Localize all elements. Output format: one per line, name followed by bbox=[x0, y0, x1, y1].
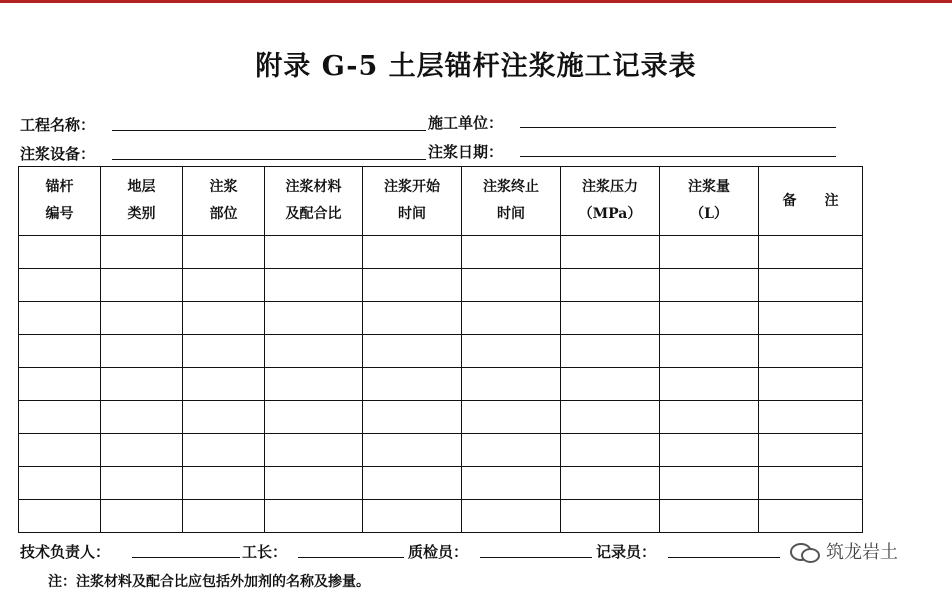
table-cell[interactable] bbox=[759, 335, 863, 368]
table-cell[interactable] bbox=[462, 434, 561, 467]
table-cell[interactable] bbox=[561, 368, 660, 401]
table-cell[interactable] bbox=[462, 269, 561, 302]
table-cell[interactable] bbox=[101, 236, 183, 269]
table-cell[interactable] bbox=[660, 368, 759, 401]
table-cell[interactable] bbox=[462, 401, 561, 434]
table-body bbox=[19, 236, 863, 533]
table-cell[interactable] bbox=[363, 500, 462, 533]
construction-unit-label: 施工单位： bbox=[428, 114, 504, 132]
table-cell[interactable] bbox=[660, 500, 759, 533]
header-cell bbox=[101, 167, 183, 236]
header-cell-line: （L） bbox=[690, 206, 728, 222]
table-cell[interactable] bbox=[363, 434, 462, 467]
tech-lead-blank[interactable] bbox=[132, 557, 240, 558]
table-row bbox=[19, 500, 863, 533]
table-cell[interactable] bbox=[363, 335, 462, 368]
table-cell[interactable] bbox=[759, 401, 863, 434]
table-cell[interactable] bbox=[101, 368, 183, 401]
table-cell[interactable] bbox=[101, 401, 183, 434]
table-cell[interactable] bbox=[759, 368, 863, 401]
grouting-date-blank[interactable] bbox=[520, 156, 836, 157]
header-cell-line: （MPa） bbox=[578, 206, 642, 222]
table-cell[interactable] bbox=[183, 269, 265, 302]
header-cell-line: 锚杆 bbox=[45, 179, 74, 195]
header-cell-line: 编号 bbox=[45, 206, 74, 222]
wechat-icon bbox=[790, 540, 820, 562]
table-cell[interactable] bbox=[183, 401, 265, 434]
header-cell-line: 注浆开始 bbox=[384, 179, 440, 195]
table-cell[interactable] bbox=[265, 302, 363, 335]
table-cell[interactable] bbox=[363, 302, 462, 335]
table-cell[interactable] bbox=[759, 236, 863, 269]
table-cell[interactable] bbox=[19, 500, 101, 533]
table-cell[interactable] bbox=[561, 467, 660, 500]
table-cell[interactable] bbox=[265, 434, 363, 467]
table-row bbox=[19, 434, 863, 467]
table-cell[interactable] bbox=[363, 236, 462, 269]
table-cell[interactable] bbox=[660, 269, 759, 302]
table-cell[interactable] bbox=[265, 401, 363, 434]
table-cell[interactable] bbox=[561, 500, 660, 533]
table-cell[interactable] bbox=[759, 434, 863, 467]
table-cell[interactable] bbox=[19, 467, 101, 500]
header-cell-line: 地层 bbox=[127, 179, 156, 195]
footnote: 注：注浆材料及配合比应包括外加剂的名称及掺量。 bbox=[48, 574, 370, 590]
header-cell-line: 注浆 bbox=[209, 179, 238, 195]
table-cell[interactable] bbox=[265, 467, 363, 500]
table-cell[interactable] bbox=[561, 236, 660, 269]
table-cell[interactable] bbox=[265, 500, 363, 533]
construction-unit-blank[interactable] bbox=[520, 127, 836, 128]
table-cell[interactable] bbox=[462, 236, 561, 269]
table-cell[interactable] bbox=[19, 335, 101, 368]
table-cell[interactable] bbox=[561, 335, 660, 368]
header-cell-line: 及配合比 bbox=[285, 206, 342, 222]
header-cell-line: 注浆压力 bbox=[582, 179, 638, 195]
table-cell[interactable] bbox=[561, 269, 660, 302]
table-cell[interactable] bbox=[19, 236, 101, 269]
table-row bbox=[19, 302, 863, 335]
table-cell[interactable] bbox=[183, 335, 265, 368]
table-cell[interactable] bbox=[19, 368, 101, 401]
table-cell[interactable] bbox=[101, 434, 183, 467]
header-cell-line: 类别 bbox=[127, 206, 156, 222]
tech-lead-label: 技术负责人： bbox=[20, 543, 111, 561]
header-cell-line: 注浆量 bbox=[688, 179, 730, 195]
table-cell[interactable] bbox=[363, 467, 462, 500]
table-cell[interactable] bbox=[19, 269, 101, 302]
table-cell[interactable] bbox=[660, 335, 759, 368]
table-cell[interactable] bbox=[183, 434, 265, 467]
table-cell[interactable] bbox=[561, 401, 660, 434]
table-cell[interactable] bbox=[759, 269, 863, 302]
header-cell bbox=[759, 167, 863, 236]
table-cell[interactable] bbox=[462, 500, 561, 533]
table-cell[interactable] bbox=[660, 236, 759, 269]
table-cell[interactable] bbox=[265, 269, 363, 302]
watermark bbox=[790, 538, 898, 564]
header-cell bbox=[561, 167, 660, 236]
table-cell[interactable] bbox=[19, 401, 101, 434]
table-cell[interactable] bbox=[363, 401, 462, 434]
table-cell[interactable] bbox=[19, 434, 101, 467]
project-name-label: 工程名称： bbox=[20, 116, 96, 134]
header-cell bbox=[363, 167, 462, 236]
table-header-row bbox=[19, 167, 863, 236]
header-cell-line: 注浆终止 bbox=[483, 179, 539, 195]
grouting-record-table bbox=[18, 166, 863, 533]
foreman-blank[interactable] bbox=[298, 557, 404, 558]
header-cell bbox=[265, 167, 363, 236]
table-cell[interactable] bbox=[101, 500, 183, 533]
table-cell[interactable] bbox=[759, 302, 863, 335]
grouting-date-label: 注浆日期： bbox=[428, 143, 504, 161]
header-cell-line: 注浆材料 bbox=[285, 179, 342, 195]
table-row bbox=[19, 401, 863, 434]
table-row bbox=[19, 467, 863, 500]
table-cell[interactable] bbox=[363, 269, 462, 302]
table-cell[interactable] bbox=[183, 368, 265, 401]
table-cell[interactable] bbox=[462, 335, 561, 368]
header-cell-line: 部位 bbox=[209, 206, 238, 222]
header-cell bbox=[462, 167, 561, 236]
table-row bbox=[19, 368, 863, 401]
table-cell[interactable] bbox=[101, 467, 183, 500]
inspector-label: 质检员： bbox=[408, 543, 469, 561]
header-cell bbox=[19, 167, 101, 236]
table-cell[interactable] bbox=[363, 368, 462, 401]
table-cell[interactable] bbox=[759, 500, 863, 533]
header-cell-line: 时间 bbox=[497, 206, 525, 222]
table-cell[interactable] bbox=[183, 500, 265, 533]
table-cell[interactable] bbox=[759, 467, 863, 500]
table-cell[interactable] bbox=[101, 302, 183, 335]
grouting-equipment-blank[interactable] bbox=[112, 159, 426, 160]
grouting-equipment-label: 注浆设备： bbox=[20, 145, 96, 163]
top-accent-bar bbox=[0, 0, 952, 3]
inspector-blank[interactable] bbox=[480, 557, 592, 558]
recorder-label: 记录员： bbox=[596, 543, 657, 561]
form-title: 附录 G-5 土层锚杆注浆施工记录表 bbox=[255, 51, 697, 82]
table-cell[interactable] bbox=[561, 302, 660, 335]
table-row bbox=[19, 269, 863, 302]
table-cell[interactable] bbox=[101, 335, 183, 368]
header-cell bbox=[660, 167, 759, 236]
table-cell[interactable] bbox=[265, 368, 363, 401]
project-name-blank[interactable] bbox=[112, 130, 426, 131]
foreman-label: 工长： bbox=[242, 543, 288, 561]
header-cell bbox=[183, 167, 265, 236]
table-cell[interactable] bbox=[183, 236, 265, 269]
table-row bbox=[19, 236, 863, 269]
table-cell[interactable] bbox=[660, 401, 759, 434]
table-cell[interactable] bbox=[101, 269, 183, 302]
table-cell[interactable] bbox=[462, 467, 561, 500]
table-cell[interactable] bbox=[183, 467, 265, 500]
table-cell[interactable] bbox=[462, 368, 561, 401]
table-row bbox=[19, 335, 863, 368]
table-cell[interactable] bbox=[660, 302, 759, 335]
header-cell-line: 时间 bbox=[398, 206, 426, 222]
table-cell[interactable] bbox=[462, 302, 561, 335]
table-cell[interactable] bbox=[19, 302, 101, 335]
table-cell[interactable] bbox=[660, 434, 759, 467]
header-cell-line: 备 注 bbox=[782, 192, 839, 209]
table-cell[interactable] bbox=[561, 434, 660, 467]
table-cell[interactable] bbox=[660, 467, 759, 500]
table-cell[interactable] bbox=[265, 236, 363, 269]
table-cell[interactable] bbox=[183, 302, 265, 335]
recorder-blank[interactable] bbox=[668, 557, 780, 558]
watermark-text: 筑龙岩土 bbox=[826, 542, 898, 563]
table-cell[interactable] bbox=[265, 335, 363, 368]
